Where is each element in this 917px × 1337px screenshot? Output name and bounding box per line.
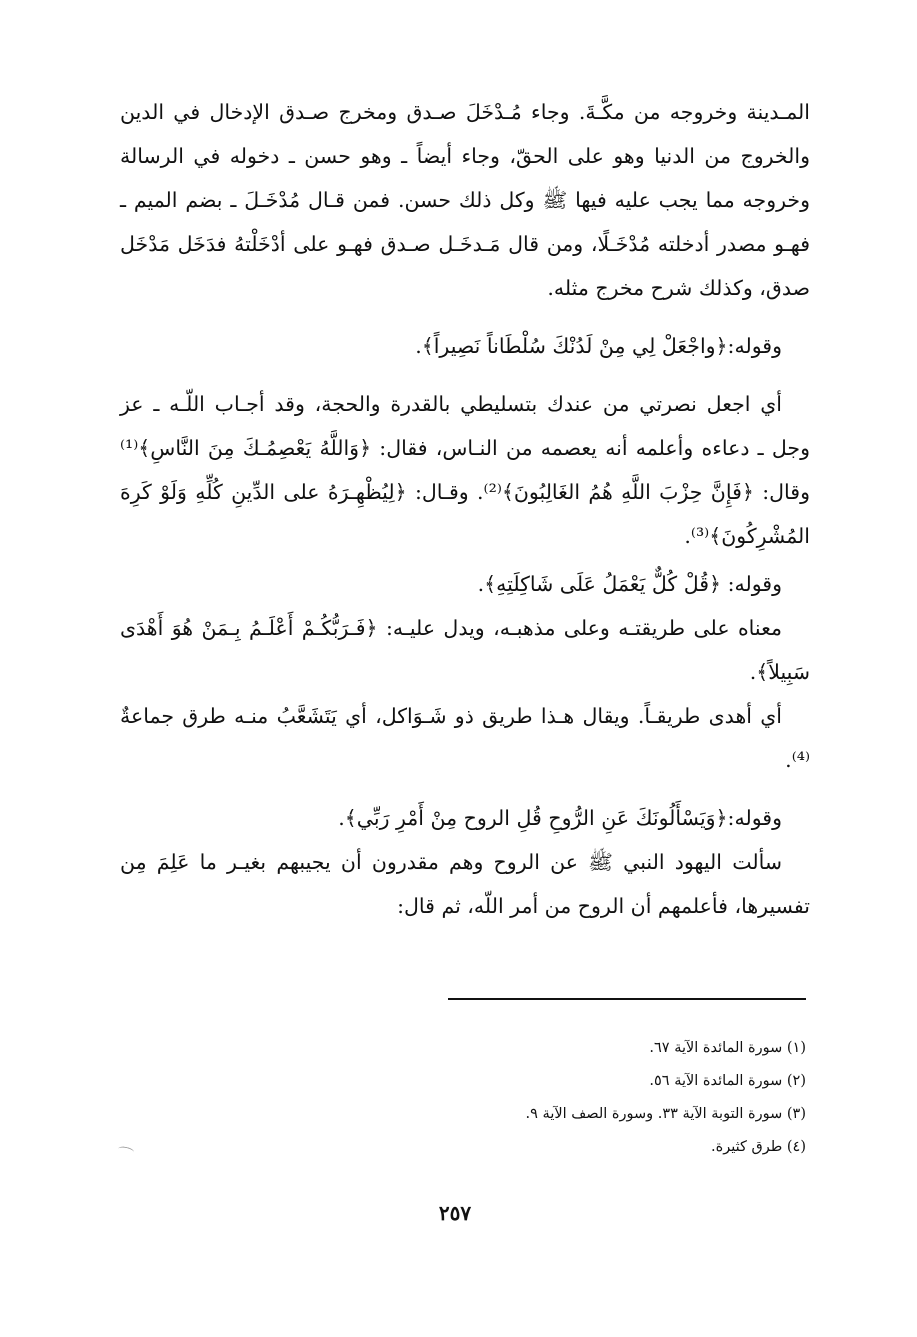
paragraph-6: أي أهدى طريقـاً. ويقال هـذا طريق ذو شَـوَاكل، أي يَتَشَعَّبُ منـه طرق جماعةٌ ⁽⁴⁾. bbox=[120, 704, 810, 772]
paragraph-3: أي اجعل نصرتي من عندك بتسليطي بالقدرة والحجة، وقد أجـاب اللّـه ـ عز وجل ـ دعاءه وأعلمه أنه يعصمه من النـاس، فقال: ﴿وَاللَّهُ يَعْصِمُـكَ مِنَ النَّاسِ﴾⁽¹⁾ وقال: ﴿فَإِنَّ حِزْبَ اللَّهِ هُمُ الغَالِبُونَ﴾⁽²⁾. وقـال: ﴿لِيُظْهِـرَهُ على الدِّينِ كُلِّهِ وَلَوْ كَرِهَ المُشْرِكُونَ﴾⁽³⁾. bbox=[120, 392, 810, 548]
page-number: ٢٥٧ bbox=[438, 1201, 472, 1225]
footnote-2: (٢) سورة المائدة الآية ٥٦. bbox=[649, 1073, 806, 1089]
main-text-block bbox=[120, 90, 810, 928]
paragraph-1: المـدينة وخروجه من مكَّـةَ. وجاء مُـدْخَلَ صـدق ومخرج صـدق الإدخال في الدين والخروج من الدنيا وهو على الحقّ، وجاء أيضاً ـ وهو حسن ـ دخوله في الرسالة وخروجه مما يجب عليه فيها ﷺ وكل ذلك حسن. فمن قـال مُدْخَـلَ ـ بضم الميم ـ فهـو مصدر أدخلته مُدْخَـلًا، ومن قال مَـدخَـل صـدق فهـو على أدْخَلْتهُ فدَخَل مَدْخَل صدق، وكذلك شرح مخرج مثله. bbox=[120, 100, 810, 300]
scan-speck-mark bbox=[117, 1145, 134, 1155]
footnotes bbox=[380, 1032, 806, 1164]
paragraph-5: معناه على طريقتـه وعلى مذهبـه، ويدل عليـه: ﴿فَـرَبُّكُـمْ أَعْلَـمُ بِـمَنْ هُوَ أَهْدَى سَبِيلاً﴾. bbox=[120, 616, 810, 684]
paragraph-7-quran-verse: وقوله:﴿وَيَسْأَلُونَكَ عَنِ الرُّوحِ قُلِ الروح مِنْ أَمْرِ رَبِّي﴾. bbox=[338, 806, 782, 830]
footnote-4: (٤) طرق كثيرة. bbox=[711, 1139, 806, 1155]
footnote-separator bbox=[448, 998, 806, 1000]
footnote-3: (٣) سورة التوبة الآية ٣٣. وسورة الصف الآية ٩. bbox=[525, 1106, 806, 1122]
paragraph-4-quran-verse: وقوله: ﴿قُلْ كُلٌّ يَعْمَلُ عَلَى شَاكِلَتِهِ﴾. bbox=[477, 572, 782, 596]
paragraph-2-quran-verse: وقوله:﴿واجْعَلْ لِي مِنْ لَدُنْكَ سُلْطَاناً نَصِيراً﴾. bbox=[415, 334, 782, 358]
footnote-1: (١) سورة المائدة الآية ٦٧. bbox=[649, 1040, 806, 1056]
paragraph-8: سألت اليهود النبي ﷺ عن الروح وهم مقدرون أن يجيبهم بغيـر ما عَلِمَ مِن تفسيرها، فأعلمهم أن الروح من أمر اللّه، ثم قال: bbox=[120, 850, 810, 918]
